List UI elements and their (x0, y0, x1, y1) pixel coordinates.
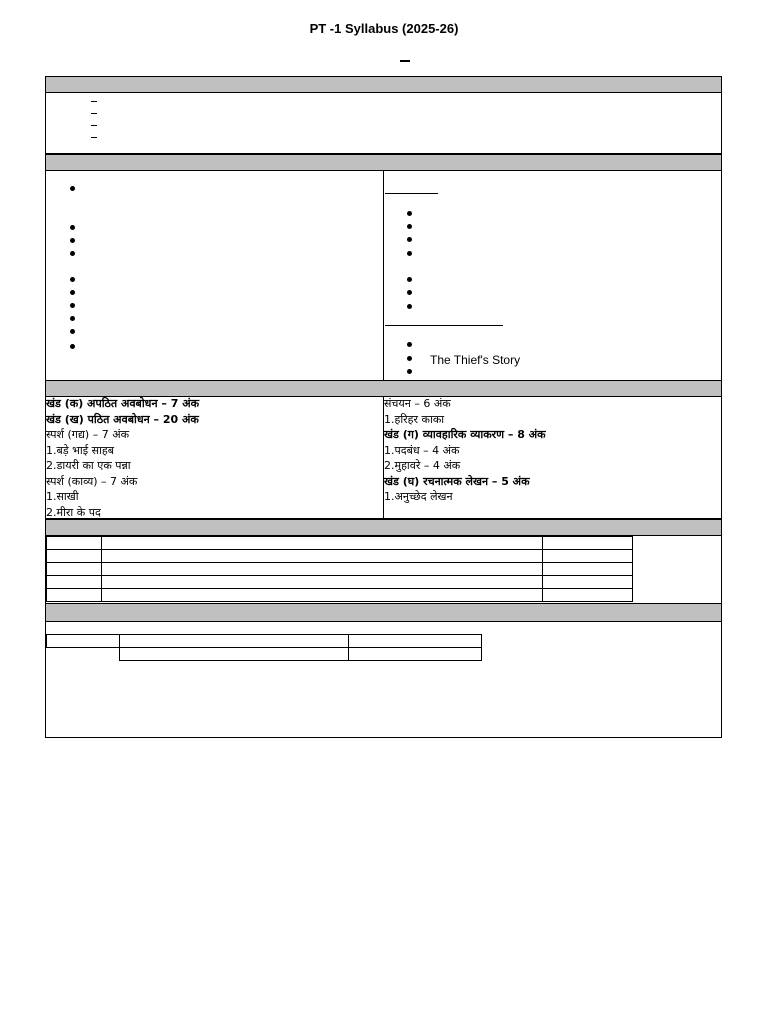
hindi-syllabus-line: 2.मुहावरे – 4 अंक (384, 459, 461, 472)
reader-item-thiefs-story: The Thief's Story (430, 353, 521, 367)
english-section-header (45, 154, 722, 171)
hindi-syllabus-line: खंड (ख) पठित अवबोधन – 20 अंक (46, 412, 199, 426)
hindi-syllabus-line: खंड (क) अपठित अवबोधन – 7 अंक (46, 397, 200, 410)
list-bullet (407, 304, 412, 309)
hindi-syllabus-line: खंड (घ) रचनात्मक लेखन – 5 अंक (384, 474, 530, 488)
table-row (47, 550, 633, 563)
hindi-section-header (45, 380, 722, 397)
hindi-syllabus-line: संचयन – 6 अंक (384, 397, 451, 410)
list-bullet (70, 316, 75, 321)
hindi-syllabus-line: 2.डायरी का एक पन्ना (46, 459, 131, 472)
list-bullet (407, 277, 412, 282)
list-bullet (70, 225, 75, 230)
list-bullet (70, 290, 75, 295)
table-row (47, 589, 633, 602)
hindi-syllabus-line: 1.साखी (46, 490, 79, 503)
hindi-syllabus-line: 1.अनुच्छेद लेखन (384, 490, 453, 503)
section-5-table (46, 634, 482, 661)
list-dash (91, 113, 97, 114)
hindi-syllabus-line: 1.बड़े भाई साहब (46, 443, 115, 457)
list-bullet (70, 251, 75, 256)
list-bullet (70, 186, 75, 191)
heading-underline (385, 193, 438, 194)
list-bullet (70, 238, 75, 243)
list-bullet (407, 211, 412, 216)
table-row (47, 537, 633, 550)
list-bullet (407, 342, 412, 347)
list-bullet (407, 369, 412, 374)
table-row (47, 635, 482, 648)
list-dash (91, 137, 97, 138)
list-bullet (407, 237, 412, 242)
hindi-syllabus-line: 1.हरिहर काका (384, 412, 445, 426)
hindi-syllabus-line: 2.मीरा के पद (46, 505, 101, 519)
section-5-header (45, 603, 722, 622)
list-bullet (407, 356, 412, 361)
list-bullet (407, 224, 412, 229)
hindi-syllabus-line: खंड (ग) व्यावहारिक व्याकरण – 8 अंक (384, 428, 546, 441)
list-dash (91, 125, 97, 126)
list-bullet (70, 329, 75, 334)
column-divider (383, 170, 384, 381)
hindi-syllabus-line: स्पर्श (गद्य) – 7 अंक (46, 428, 130, 441)
list-bullet (70, 303, 75, 308)
list-bullet (70, 344, 75, 349)
table-row (47, 563, 633, 576)
section-4-header (45, 519, 722, 536)
separator-dash (400, 60, 410, 62)
table-row (47, 648, 482, 661)
section-1-body (45, 92, 722, 154)
section-1-header (45, 76, 722, 93)
page-title: PT -1 Syllabus (2025-26) (309, 21, 459, 36)
list-bullet (70, 277, 75, 282)
list-dash (91, 101, 97, 102)
section-4-table (46, 536, 633, 602)
heading-underline (385, 325, 503, 326)
hindi-syllabus-line: 1.पदबंध – 4 अंक (384, 443, 460, 457)
list-bullet (407, 251, 412, 256)
table-row (47, 576, 633, 589)
list-bullet (407, 290, 412, 295)
hindi-syllabus-line: स्पर्श (काव्य) – 7 अंक (46, 474, 138, 488)
